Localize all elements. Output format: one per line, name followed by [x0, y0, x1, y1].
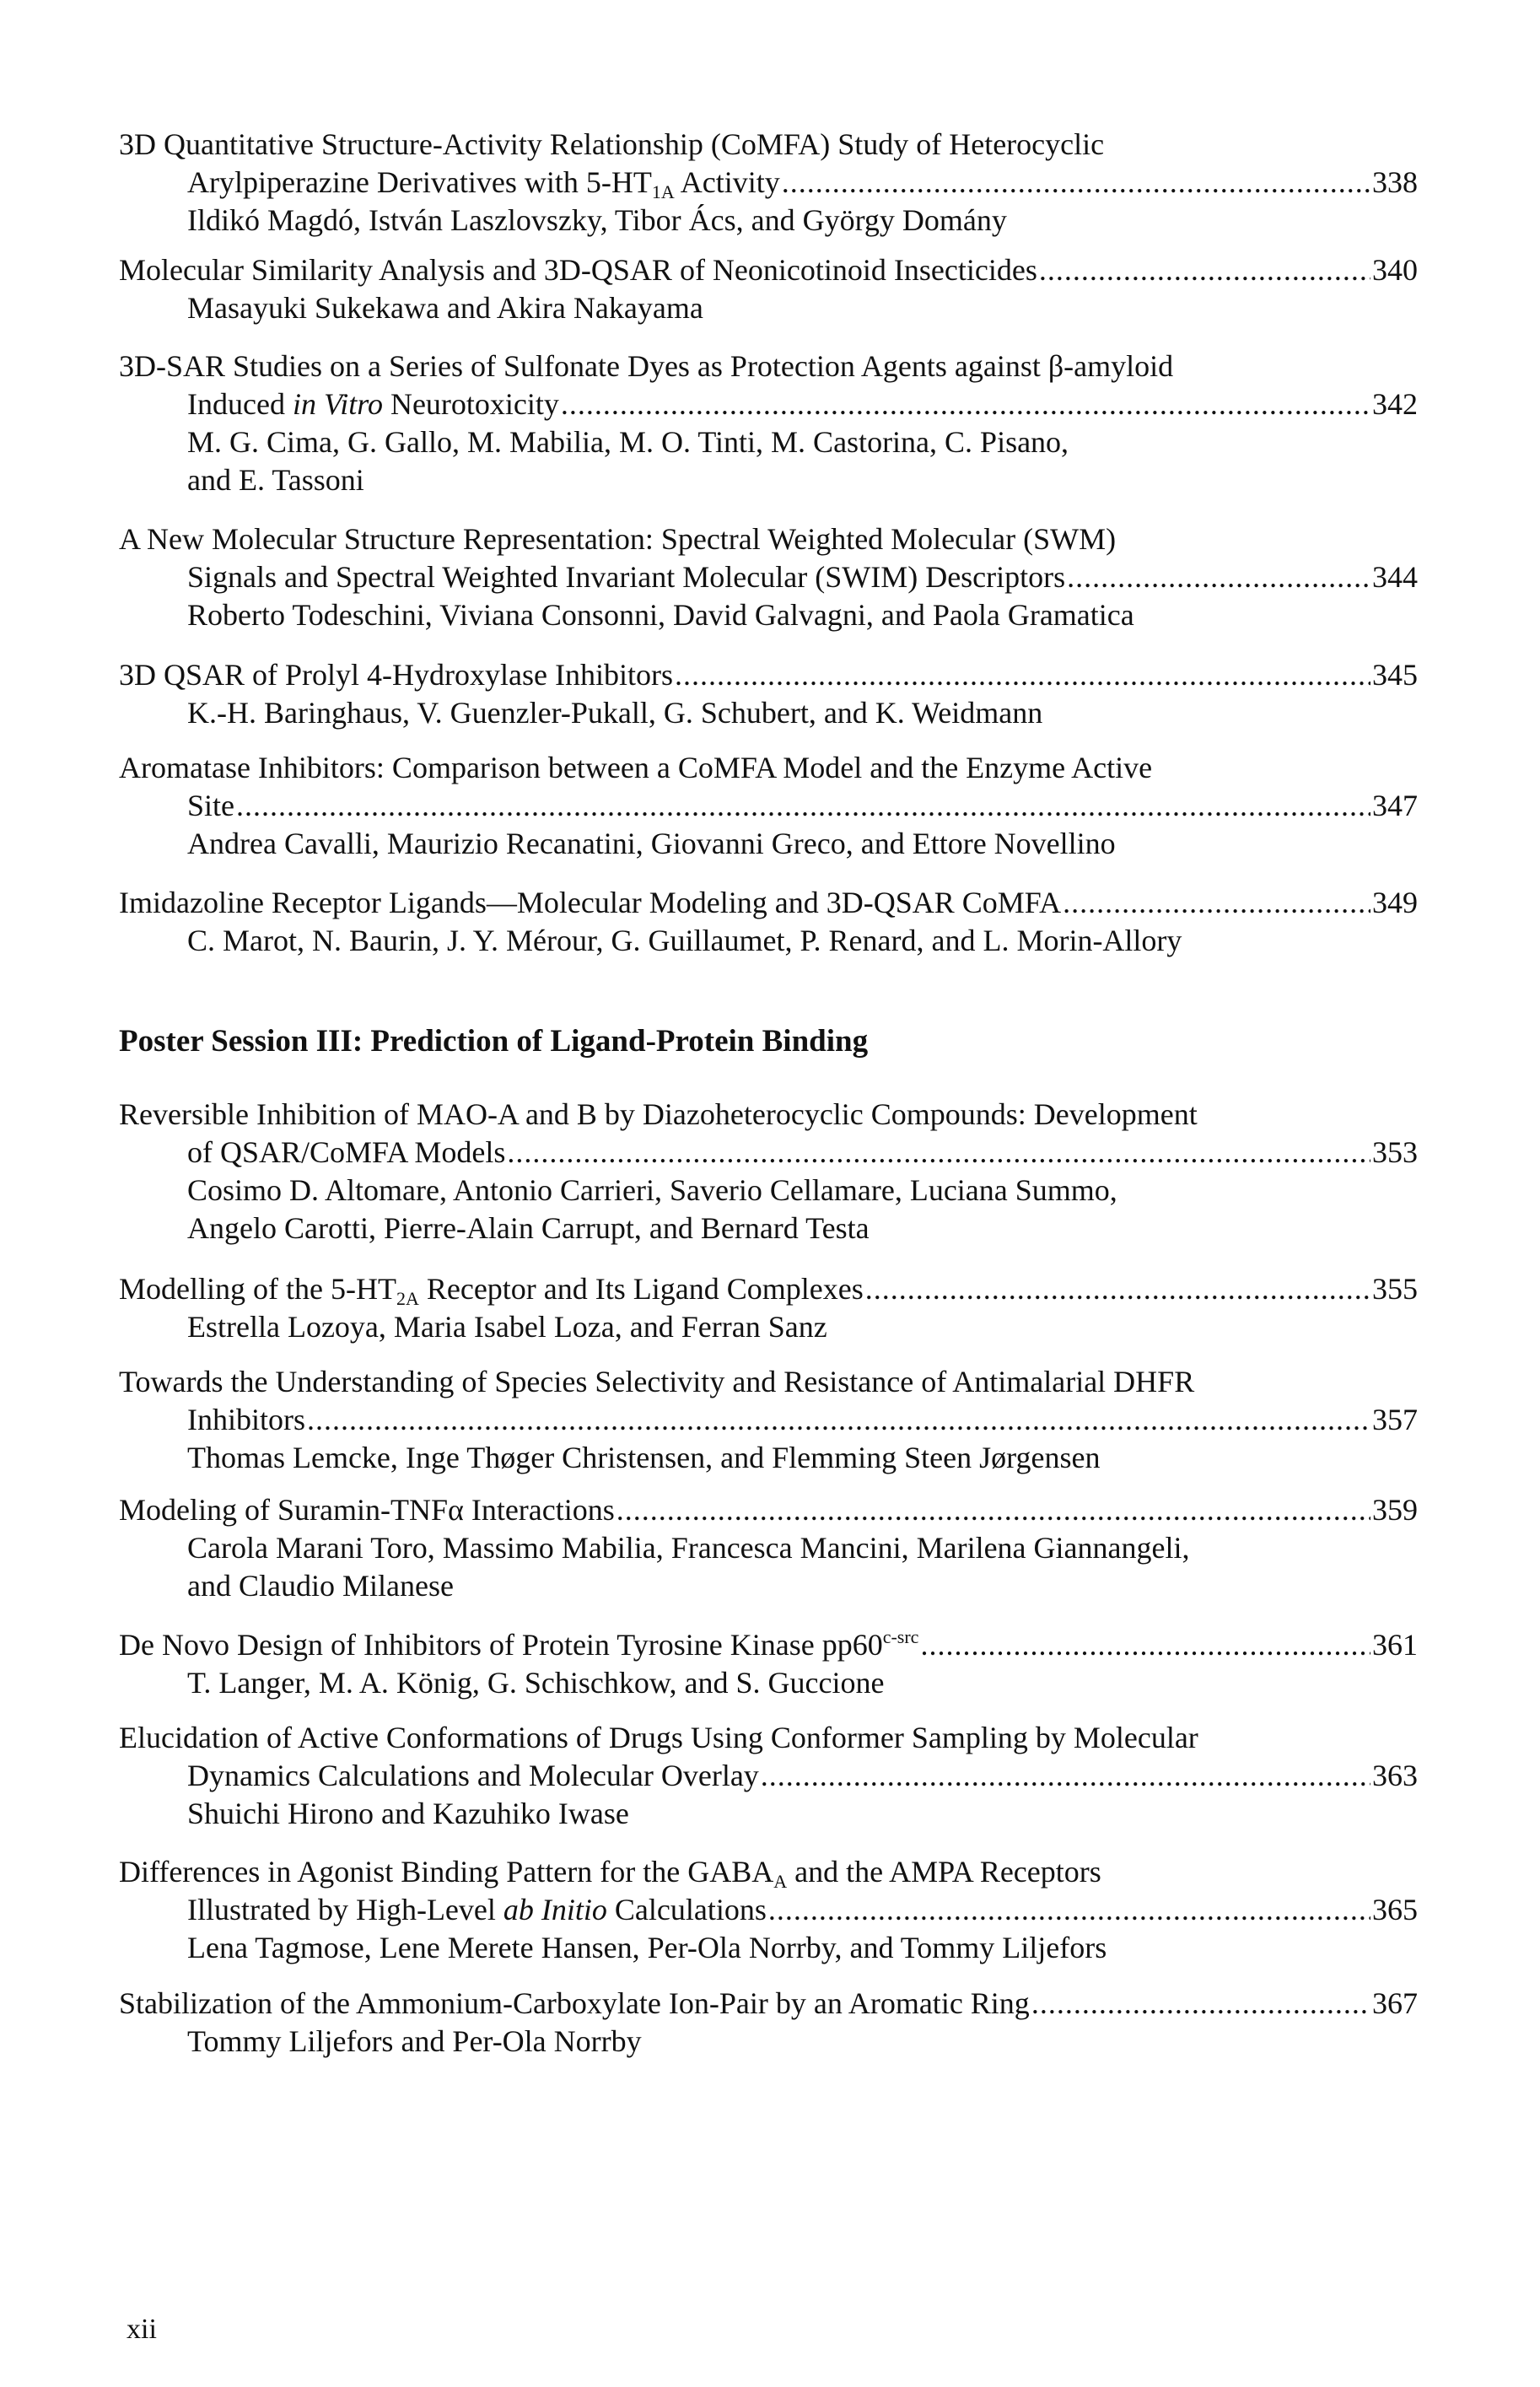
dot-leader	[236, 787, 1370, 825]
entry-authors: C. Marot, N. Baurin, J. Y. Mérour, G. Guillaumet, P. Renard, and L. Morin-Allory	[187, 924, 1182, 957]
dot-leader	[768, 1891, 1370, 1929]
entry-title-leader: Illustrated by High-Level ab Initio Calculations ..... 365	[187, 1891, 1418, 1929]
entry-title: Reversible Inhibition of MAO-A and B by Diazoheterocyclic Compounds: Development	[119, 1097, 1198, 1131]
entry-authors: Roberto Todeschini, Viviana Consonni, David Galvagni, and Paola Gramatica	[187, 598, 1134, 632]
page-number: 359	[1372, 1493, 1418, 1527]
entry-authors: Carola Marani Toro, Massimo Mabilia, Francesca Mancini, Marilena Giannangeli, and Claudio Milanese	[187, 1531, 1190, 1603]
entry-title-leader: Imidazoline Receptor Ligands—Molecular Modeling and 3D-QSAR CoMFA ..... 349	[119, 884, 1418, 922]
toc-entry[interactable]	[119, 656, 1418, 732]
entry-authors: Tommy Liljefors and Per-Ola Norrby	[187, 2024, 642, 2058]
entry-title: A New Molecular Structure Representation: Spectral Weighted Molecular (SWM)	[119, 522, 1117, 556]
toc-entry[interactable]	[119, 1491, 1418, 1605]
toc-entry[interactable]	[119, 749, 1418, 863]
dot-leader	[1039, 251, 1370, 289]
toc-entry[interactable]	[119, 1363, 1418, 1477]
entry-authors: Andrea Cavalli, Maurizio Recanatini, Giovanni Greco, and Ettore Novellino	[187, 827, 1116, 860]
toc-entry[interactable]	[119, 1626, 1418, 1702]
dot-leader	[507, 1134, 1370, 1172]
entry-authors: K.-H. Baringhaus, V. Guenzler-Pukall, G. Schubert, and K. Weidmann	[187, 696, 1043, 730]
dot-leader	[675, 656, 1370, 694]
page-number: 340	[1372, 253, 1418, 287]
page-number: 361	[1372, 1628, 1418, 1662]
dot-leader	[617, 1491, 1370, 1529]
entry-title-leader: Molecular Similarity Analysis and 3D-QSAR of Neonicotinoid Insecticides ..... 340	[119, 251, 1418, 289]
entry-title-leader: Site ..... 347	[187, 787, 1418, 825]
entry-authors: Thomas Lemcke, Inge Thøger Christensen, and Flemming Steen Jørgensen	[187, 1441, 1101, 1474]
dot-leader	[782, 164, 1370, 202]
entry-authors: T. Langer, M. A. König, G. Schischkow, and S. Guccione	[187, 1666, 885, 1700]
entry-title-leader: Inhibitors ..... 357	[187, 1401, 1418, 1439]
entry-title-leader: Dynamics Calculations and Molecular Overlay ..... 363	[187, 1757, 1418, 1795]
dot-leader	[865, 1270, 1370, 1308]
entry-title-leader: 3D QSAR of Prolyl 4-Hydroxylase Inhibitors ..... 345	[119, 656, 1418, 694]
entry-title-leader: Stabilization of the Ammonium-Carboxylate Ion-Pair by an Aromatic Ring ..... 367	[119, 1985, 1418, 2023]
page-number: 357	[1372, 1403, 1418, 1436]
toc-entry[interactable]	[119, 126, 1418, 240]
toc-entry[interactable]	[119, 1853, 1418, 1967]
entry-title-leader: Modeling of Suramin-TNFα Interactions ..... 359	[119, 1491, 1418, 1529]
dot-leader	[920, 1626, 1370, 1664]
page-number: 353	[1372, 1135, 1418, 1169]
dot-leader	[307, 1401, 1370, 1439]
page-number: 355	[1372, 1272, 1418, 1306]
page-number: 344	[1372, 560, 1418, 594]
entry-title-leader: Arylpiperazine Derivatives with $5-HT_{1A}$ Activity ..... 338	[187, 164, 1418, 202]
dot-leader	[1067, 558, 1370, 596]
page-number: 347	[1372, 789, 1418, 822]
page-folio: xii	[127, 2314, 157, 2345]
page-number: 367	[1372, 1986, 1418, 2020]
entry-title: 3D Quantitative Structure-Activity Relationship (CoMFA) Study of Heterocyclic	[119, 127, 1105, 161]
page-number: 349	[1372, 886, 1418, 919]
entry-title: Differences in Agonist Binding Pattern for the $GABA_A$ and the AMPA Receptors	[119, 1855, 1101, 1892]
toc-entry[interactable]	[119, 884, 1418, 960]
toc-entry[interactable]	[119, 251, 1418, 327]
dot-leader	[1063, 884, 1370, 922]
entry-title-leader: Modelling of the $5-HT_{2A}$ Receptor and Its Ligand Complexes ..... 355	[119, 1270, 1418, 1308]
entry-title-leader: Signals and Spectral Weighted Invariant Molecular (SWIM) Descriptors ..... 344	[187, 558, 1418, 596]
entry-title-leader: De Novo Design of Inhibitors of Protein Tyrosine Kinase $pp60^{c-src}$ ..... 361	[119, 1626, 1418, 1664]
section-heading: Poster Session III: Prediction of Ligand-Protein Binding	[119, 1024, 869, 1059]
entry-authors: Estrella Lozoya, Maria Isabel Loza, and Ferran Sanz	[187, 1310, 827, 1344]
page-number: 363	[1372, 1759, 1418, 1792]
toc-entry[interactable]	[119, 1096, 1418, 1247]
entry-title-leader: of QSAR/CoMFA Models ..... 353	[187, 1134, 1418, 1172]
dot-leader	[1031, 1985, 1370, 2023]
page-number: 365	[1372, 1893, 1418, 1926]
entry-authors: M. G. Cima, G. Gallo, M. Mabilia, M. O. Tinti, M. Castorina, C. Pisano, and E. Tassoni	[187, 425, 1069, 497]
entry-title: Elucidation of Active Conformations of Drugs Using Conformer Sampling by Molecular	[119, 1721, 1198, 1754]
entry-authors: Masayuki Sukekawa and Akira Nakayama	[187, 291, 703, 325]
page-number: 342	[1372, 387, 1418, 421]
entry-authors: Shuichi Hirono and Kazuhiko Iwase	[187, 1797, 629, 1830]
entry-authors: Lena Tagmose, Lene Merete Hansen, Per-Ola Norrby, and Tommy Liljefors	[187, 1931, 1107, 1964]
toc-entry[interactable]	[119, 1719, 1418, 1833]
page-number: 338	[1372, 165, 1418, 199]
entry-title: 3D-SAR Studies on a Series of Sulfonate Dyes as Protection Agents against β-amyloid	[119, 349, 1174, 383]
page-number: 345	[1372, 658, 1418, 692]
entry-authors: Cosimo D. Altomare, Antonio Carrieri, Saverio Cellamare, Luciana Summo, Angelo Carotti, Pierre-Alain Carrupt, and Bernard Testa	[187, 1173, 1117, 1245]
toc-entry[interactable]	[119, 348, 1418, 499]
toc-entry[interactable]	[119, 1270, 1418, 1346]
entry-authors: Ildikó Magdó, István Laszlovszky, Tibor Ács, and György Domány	[187, 203, 1007, 237]
toc-entry[interactable]	[119, 520, 1418, 634]
dot-leader	[561, 385, 1370, 423]
entry-title-leader: Induced in Vitro Neurotoxicity ..... 342	[187, 385, 1418, 423]
dot-leader	[761, 1757, 1370, 1795]
toc-entry[interactable]	[119, 1985, 1418, 2061]
entry-title: Aromatase Inhibitors: Comparison between a CoMFA Model and the Enzyme Active	[119, 751, 1153, 784]
entry-title: Towards the Understanding of Species Selectivity and Resistance of Antimalarial DHFR	[119, 1365, 1195, 1398]
